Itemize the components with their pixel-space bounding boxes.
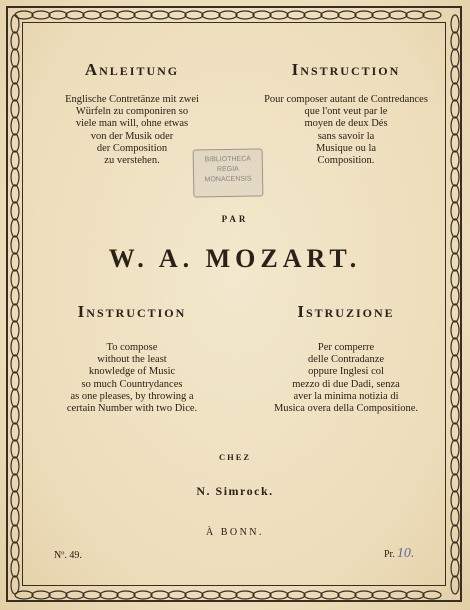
english-line: as one pleases, by throwing a xyxy=(70,390,194,402)
italian-heading: Istruzione xyxy=(297,302,395,321)
french-section xyxy=(246,60,446,167)
english-line: so much Countrydances xyxy=(81,378,183,390)
italian-line: Musica overa della Compositione. xyxy=(273,403,419,415)
publication-place: À BONN. xyxy=(205,527,265,538)
publisher-name: N. Simrock. xyxy=(196,484,274,498)
french-line: Composition. xyxy=(317,155,375,167)
stamp-line: MONACENSIS xyxy=(204,175,252,184)
english-line: To compose xyxy=(106,342,158,353)
price-label: Pr. xyxy=(384,549,395,560)
french-text xyxy=(246,94,446,167)
italian-line: delle Contradanze xyxy=(307,354,385,366)
italian-line: aver la minima notizia di xyxy=(293,390,399,402)
stamp-line: REGIA xyxy=(216,165,239,174)
italian-line: Per comperre xyxy=(317,342,375,353)
italian-text xyxy=(246,342,446,415)
plate-number: Nº. 49. xyxy=(54,550,82,561)
french-line: Musique ou la xyxy=(315,142,377,154)
french-line: moyen de deux Dés xyxy=(304,118,388,130)
stamp-line: BIBLIOTHECA xyxy=(204,155,251,164)
italian-line: oppure Inglesi col xyxy=(308,366,384,378)
german-line: von der Musik oder xyxy=(90,130,174,142)
english-section xyxy=(32,302,232,415)
price-note xyxy=(384,546,414,562)
english-line: certain Number with two Dice. xyxy=(66,403,198,415)
german-line: Englische Contretänze mit zwei xyxy=(65,94,199,105)
french-line: Pour composer autant de Contredances xyxy=(264,94,428,105)
french-line: que l'ont veut par le xyxy=(304,106,388,118)
german-heading: Anleitung xyxy=(84,60,180,79)
english-heading: Instruction xyxy=(77,302,187,321)
italian-section xyxy=(246,302,446,415)
german-line: Würfeln zu componiren so xyxy=(75,106,189,118)
price-handwritten: 10. xyxy=(396,546,415,561)
english-text xyxy=(32,342,232,415)
italian-line: mezzo di due Dadi, senza xyxy=(292,378,400,390)
chez-label: CHEZ xyxy=(218,452,252,462)
french-heading: Instruction xyxy=(291,60,401,79)
english-line: knowledge of Music xyxy=(88,366,176,378)
german-line: zu verstehen. xyxy=(104,155,160,167)
german-line: viele man will, ohne etwas xyxy=(75,118,189,130)
german-line: der Composition xyxy=(96,142,168,154)
english-line: without the least xyxy=(97,354,167,366)
library-stamp xyxy=(193,148,264,197)
par-label: PAR xyxy=(221,214,249,224)
composer-name: W. A. MOZART. xyxy=(108,244,362,273)
french-line: sans savoir la xyxy=(317,130,375,142)
